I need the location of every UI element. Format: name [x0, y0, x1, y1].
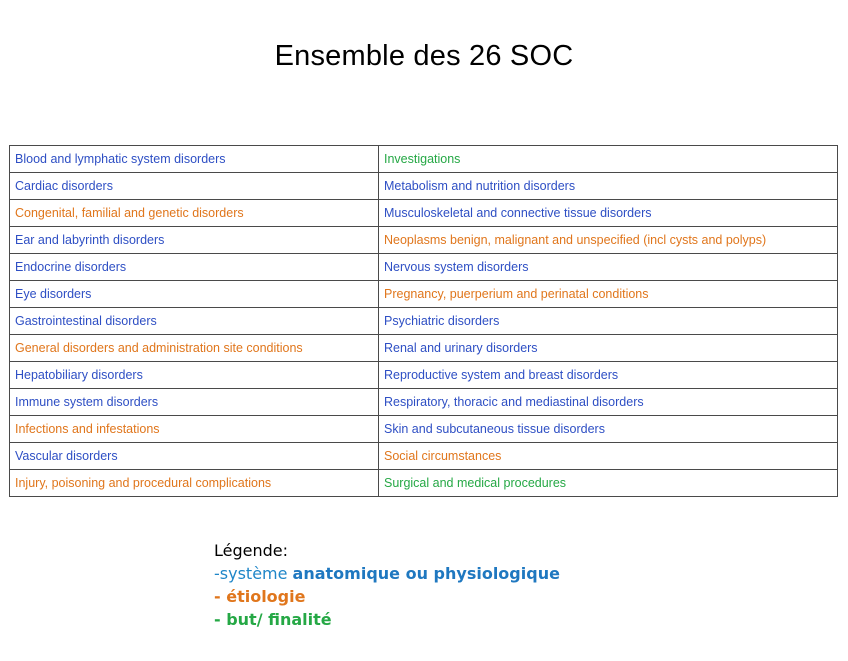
soc-cell: Musculoskeletal and connective tissue disorders — [379, 200, 838, 227]
soc-cell: Endocrine disorders — [10, 254, 379, 281]
soc-cell: Psychiatric disorders — [379, 308, 838, 335]
soc-cell: Reproductive system and breast disorders — [379, 362, 838, 389]
soc-cell: Vascular disorders — [10, 443, 379, 470]
legend-anatomique-prefix: -système — [214, 564, 293, 583]
soc-cell: Cardiac disorders — [10, 173, 379, 200]
table-row — [10, 227, 838, 254]
legend-item-anatomique — [214, 562, 560, 585]
soc-cell: Gastrointestinal disorders — [10, 308, 379, 335]
soc-cell: Eye disorders — [10, 281, 379, 308]
legend-item-etiologie: - étiologie — [214, 587, 306, 606]
legend-anatomique-label: anatomique ou physiologique — [292, 564, 560, 583]
table-row — [10, 416, 838, 443]
soc-cell: Nervous system disorders — [379, 254, 838, 281]
table-row — [10, 443, 838, 470]
table-row — [10, 308, 838, 335]
table-row — [10, 254, 838, 281]
soc-cell: Blood and lymphatic system disorders — [10, 146, 379, 173]
legend-title: Légende: — [214, 541, 289, 560]
soc-cell: Ear and labyrinth disorders — [10, 227, 379, 254]
soc-cell: Congenital, familial and genetic disorders — [10, 200, 379, 227]
soc-table — [9, 145, 838, 497]
legend — [214, 539, 560, 631]
soc-cell: Neoplasms benign, malignant and unspecified (incl cysts and polyps) — [379, 227, 838, 254]
table-row — [10, 335, 838, 362]
soc-cell: Immune system disorders — [10, 389, 379, 416]
soc-cell: Pregnancy, puerperium and perinatal conditions — [379, 281, 838, 308]
table-row — [10, 470, 838, 497]
slide-title: Ensemble des 26 SOC — [274, 40, 574, 72]
soc-table-body — [10, 146, 838, 497]
soc-cell: Respiratory, thoracic and mediastinal disorders — [379, 389, 838, 416]
soc-cell: Injury, poisoning and procedural complications — [10, 470, 379, 497]
soc-cell: General disorders and administration site conditions — [10, 335, 379, 362]
soc-cell: Metabolism and nutrition disorders — [379, 173, 838, 200]
soc-cell: Skin and subcutaneous tissue disorders — [379, 416, 838, 443]
soc-cell: Hepatobiliary disorders — [10, 362, 379, 389]
table-row — [10, 146, 838, 173]
soc-cell: Renal and urinary disorders — [379, 335, 838, 362]
table-row — [10, 281, 838, 308]
soc-cell: Investigations — [379, 146, 838, 173]
table-row — [10, 173, 838, 200]
table-row — [10, 362, 838, 389]
soc-cell: Social circumstances — [379, 443, 838, 470]
table-row — [10, 389, 838, 416]
soc-cell: Surgical and medical procedures — [379, 470, 838, 497]
legend-item-but: - but/ finalité — [214, 610, 332, 629]
table-row — [10, 200, 838, 227]
soc-cell: Infections and infestations — [10, 416, 379, 443]
